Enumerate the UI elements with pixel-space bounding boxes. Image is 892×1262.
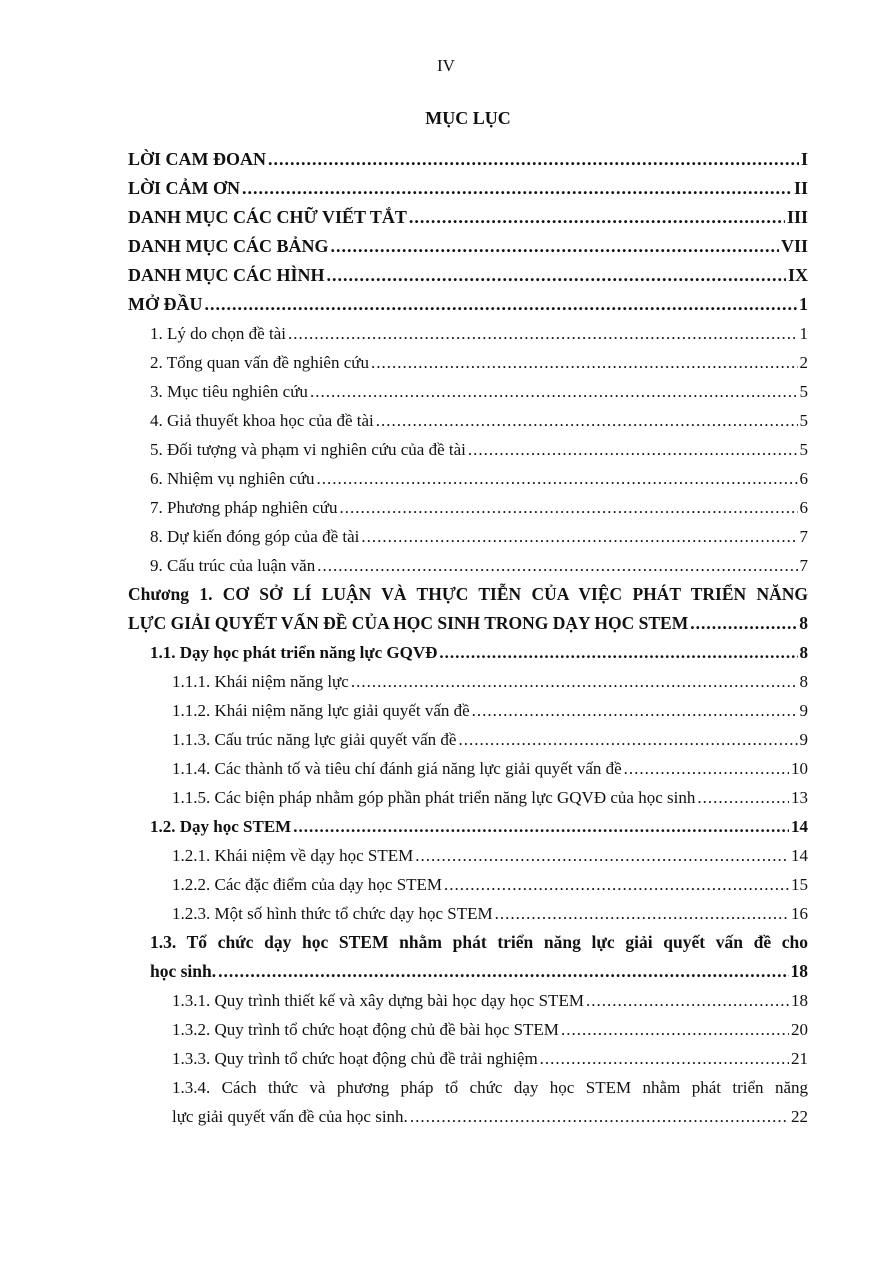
dot-leader (293, 812, 789, 841)
toc-entry[interactable] (128, 406, 808, 435)
dot-leader (371, 348, 798, 377)
toc-entry-text: LỜI CẢM ƠN (128, 178, 240, 198)
toc-entry-chapter-1[interactable] (128, 580, 808, 638)
toc-entry-1-3-4[interactable] (128, 1073, 808, 1131)
toc-entry-text: học sinh. (150, 961, 217, 981)
table-of-contents (128, 145, 808, 1131)
toc-entry-text: DANH MỤC CÁC CHỮ VIẾT TẮT (128, 207, 407, 227)
toc-entry-page: 1 (799, 324, 808, 343)
toc-entry-text: 1.2.1. Khái niệm về dạy học STEM (172, 846, 414, 865)
toc-entry-page: 14 (791, 846, 808, 865)
toc-entry-page: 10 (791, 759, 808, 778)
dot-leader (468, 435, 798, 464)
toc-entry-text: 1.2.3. Một số hình thức tổ chức dạy học STEM (172, 904, 493, 923)
toc-entry[interactable] (128, 841, 808, 870)
dot-leader (495, 899, 789, 928)
dot-leader (351, 667, 798, 696)
toc-entry-page: 7 (799, 527, 808, 546)
toc-entry[interactable] (128, 725, 808, 754)
toc-entry-page: 7 (799, 556, 808, 575)
toc-entry-text: DANH MỤC CÁC HÌNH (128, 265, 325, 285)
toc-entry-page: 5 (799, 440, 808, 459)
toc-entry-text: 9. Cấu trúc của luận văn (150, 556, 316, 575)
toc-entry-page: VII (780, 236, 808, 256)
toc-entry-text: 3. Mục tiêu nghiên cứu (150, 382, 308, 401)
dot-leader (540, 1044, 789, 1073)
toc-entry-text: 1. Lý do chọn đề tài (150, 324, 286, 343)
toc-entry-text: MỞ ĐẦU (128, 294, 203, 314)
toc-entry-text: Chương 1. CƠ SỞ LÍ LUẬN VÀ THỰC TIỄN CỦA VIỆC PHÁT TRIỂN NĂNG (128, 584, 808, 604)
dot-leader (317, 551, 797, 580)
toc-entry-text: 7. Phương pháp nghiên cứu (150, 498, 338, 517)
toc-entry-page: 5 (799, 411, 808, 430)
toc-entry-text: 4. Giả thuyết khoa học của đề tài (150, 411, 374, 430)
dot-leader (472, 696, 798, 725)
toc-entry[interactable] (128, 145, 808, 174)
toc-entry-page: 9 (799, 730, 808, 749)
toc-entry[interactable] (128, 174, 808, 203)
toc-entry-page: I (800, 149, 808, 169)
dot-leader (444, 870, 789, 899)
toc-entry-text: lực giải quyết vấn đề của học sinh. (172, 1107, 408, 1126)
dot-leader (586, 986, 789, 1015)
dot-leader (439, 638, 797, 667)
dot-leader (268, 145, 799, 174)
dot-leader (458, 725, 797, 754)
toc-entry-page: 2 (799, 353, 808, 372)
toc-entry-text: 1.1.1. Khái niệm năng lực (172, 672, 349, 691)
toc-entry-page: 21 (791, 1049, 808, 1068)
toc-entry-text: 1.1.2. Khái niệm năng lực giải quyết vấn đề (172, 701, 470, 720)
toc-entry[interactable] (128, 812, 808, 841)
toc-entry-page: 22 (791, 1107, 808, 1126)
toc-entry[interactable] (128, 870, 808, 899)
toc-entry-text: 1.3. Tổ chức dạy học STEM nhằm phát triển năng lực giải quyết vấn đề cho (150, 932, 808, 952)
dot-leader (205, 290, 798, 319)
toc-entry-text: 1.3.1. Quy trình thiết kế và xây dựng bài học dạy học STEM (172, 991, 584, 1010)
toc-entry-section-1-3[interactable] (128, 928, 808, 986)
toc-entry-page: II (793, 178, 808, 198)
toc-entry[interactable] (128, 986, 808, 1015)
dot-leader (288, 319, 798, 348)
toc-entry-page: 18 (790, 961, 808, 981)
toc-entry-page: 6 (799, 469, 808, 488)
toc-entry-text: 1.3.4. Cách thức và phương pháp tổ chức dạy học STEM nhằm phát triển năng (172, 1078, 808, 1097)
toc-entry[interactable] (128, 1015, 808, 1044)
toc-entry[interactable] (128, 493, 808, 522)
toc-entry-page: 5 (799, 382, 808, 401)
toc-entry-page: 14 (791, 817, 808, 836)
toc-entry-text: 1.1.4. Các thành tố và tiêu chí đánh giá năng lực giải quyết vấn đề (172, 759, 622, 778)
toc-entry[interactable] (128, 319, 808, 348)
dot-leader (361, 522, 797, 551)
toc-entry-text: 1.1.3. Cấu trúc năng lực giải quyết vấn đề (172, 730, 457, 749)
dot-leader (409, 203, 785, 232)
toc-entry-text: 2. Tổng quan vấn đề nghiên cứu (150, 353, 369, 372)
toc-entry-page: 18 (791, 991, 808, 1010)
toc-entry-text: 8. Dự kiến đóng góp của đề tài (150, 527, 360, 546)
toc-entry[interactable] (128, 783, 808, 812)
dot-leader (690, 609, 797, 638)
toc-entry-text: LỰC GIẢI QUYẾT VẤN ĐỀ CỦA HỌC SINH TRONG DẠY HỌC STEM (128, 613, 689, 633)
toc-entry[interactable] (128, 551, 808, 580)
toc-entry-text: 1.2. Dạy học STEM (150, 817, 292, 836)
dot-leader (310, 377, 798, 406)
toc-entry-text: 5. Đối tượng và phạm vi nghiên cứu của đề tài (150, 440, 466, 459)
toc-title: MỤC LỤC (425, 108, 511, 128)
toc-entry-text: DANH MỤC CÁC BẢNG (128, 236, 329, 256)
toc-entry-page: 9 (799, 701, 808, 720)
toc-entry[interactable] (128, 1044, 808, 1073)
toc-entry[interactable] (128, 348, 808, 377)
toc-entry[interactable] (128, 464, 808, 493)
toc-entry[interactable] (128, 435, 808, 464)
toc-entry-page: III (786, 207, 808, 227)
toc-entry[interactable] (128, 232, 808, 261)
dot-leader (317, 464, 798, 493)
toc-entry-page: 8 (799, 643, 808, 662)
toc-entry[interactable] (128, 290, 808, 319)
toc-entry[interactable] (128, 638, 808, 667)
toc-entry-text: LỜI CAM ĐOAN (128, 149, 266, 169)
dot-leader (697, 783, 789, 812)
toc-entry[interactable] (128, 522, 808, 551)
toc-entry-text: 1.3.3. Quy trình tổ chức hoạt động chủ đề trải nghiệm (172, 1049, 538, 1068)
toc-entry-page: 8 (799, 613, 808, 633)
dot-leader (339, 493, 797, 522)
toc-entry-page: 6 (799, 498, 808, 517)
toc-entry-continuation (150, 957, 808, 986)
toc-entry-page: 20 (791, 1020, 808, 1039)
dot-leader (410, 1102, 789, 1131)
toc-entry-page: 16 (791, 904, 808, 923)
dot-leader (415, 841, 789, 870)
toc-entry-page: 1 (799, 294, 808, 314)
toc-entry-page: 8 (799, 672, 808, 691)
toc-entry-continuation (172, 1102, 808, 1131)
dot-leader (242, 174, 792, 203)
toc-entry-text: 1.1.5. Các biện pháp nhằm góp phần phát triển năng lực GQVĐ của học sinh (172, 788, 696, 807)
toc-entry[interactable] (128, 261, 808, 290)
dot-leader (376, 406, 798, 435)
toc-entry[interactable] (128, 203, 808, 232)
dot-leader (331, 232, 779, 261)
toc-entry[interactable] (128, 754, 808, 783)
toc-entry[interactable] (128, 377, 808, 406)
toc-entry-page: IX (787, 265, 808, 285)
page-number: IV (437, 56, 455, 75)
dot-leader (624, 754, 789, 783)
toc-entry-continuation (128, 609, 808, 638)
toc-entry-page: 13 (791, 788, 808, 807)
toc-entry[interactable] (128, 696, 808, 725)
toc-entry-page: 15 (791, 875, 808, 894)
dot-leader (327, 261, 786, 290)
toc-entry-text: 1.2.2. Các đặc điểm của dạy học STEM (172, 875, 443, 894)
toc-entry-text: 1.1. Dạy học phát triển năng lực GQVĐ (150, 643, 438, 662)
toc-entry-text: 1.3.2. Quy trình tổ chức hoạt động chủ đề bài học STEM (172, 1020, 559, 1039)
toc-entry-text: 6. Nhiệm vụ nghiên cứu (150, 469, 315, 488)
toc-entry[interactable] (128, 667, 808, 696)
toc-entry[interactable] (128, 899, 808, 928)
dot-leader (561, 1015, 789, 1044)
dot-leader (218, 957, 788, 986)
